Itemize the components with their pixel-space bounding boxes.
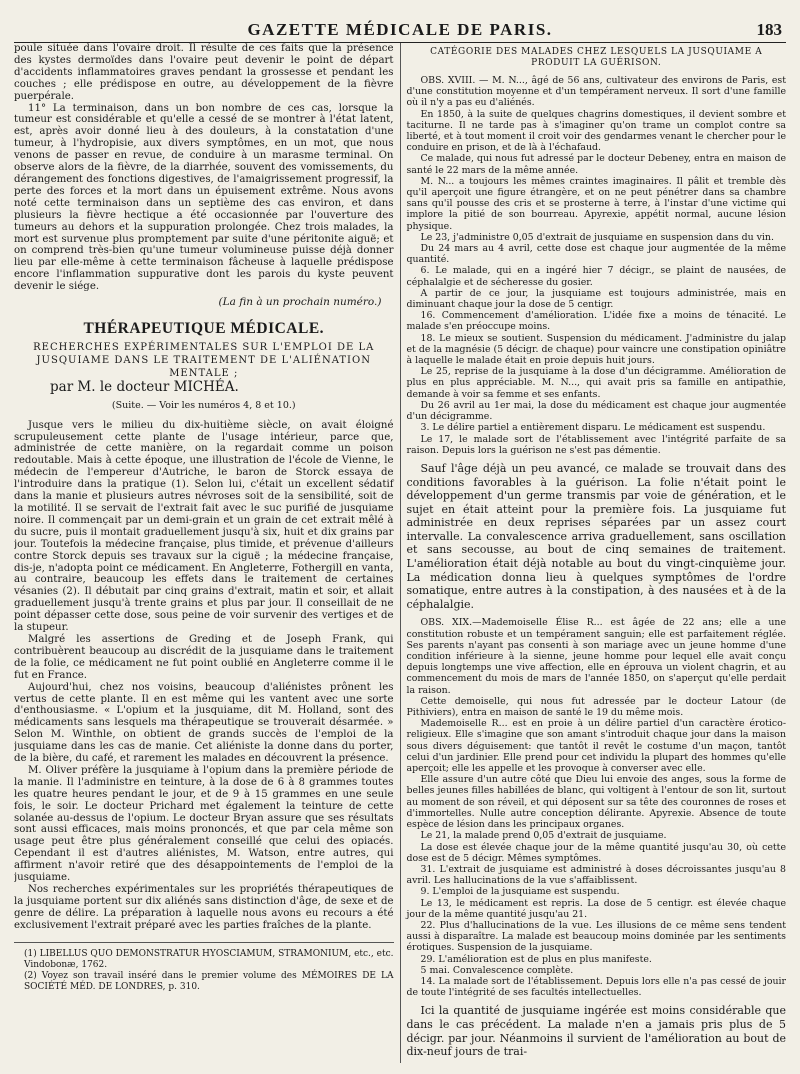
paragraph: Le 23, j'administre 0,05 d'extrait de jusquiame en suspension dans du vin. [420,231,774,243]
paragraph: 9. L'emploi de la jusquiame est suspendu. [420,886,620,898]
suite-note: (Suite. — Voir les numéros 4, 8 et 10.) [111,399,296,411]
paragraph: M. Oliver préfère la jusquiame à l'opium dans la première période de la manie. Il l'administre en teinture, à la dose de 6 à 8 grammes toutes les quatre heures pendant le jour, et de 9 à 15 grammes en une seule fois, le soir. Le docteur Prichard met également la teinture de cette solanée au-dessus de l'opium. Le docteur Bryan assure que ses résultats sont aussi efficaces, mais moins prononcés, et que par cela même son usage peut être plus généralement conseillé que celui des opiacés. Cependant il est d'autres aliénistes, M. Watson, entre autres, qui affirment n'avoir retiré que des désappointements de l'emploi de la jusquiame. [14,764,394,884]
paragraph: 14. La malade sort de l'établissement. Depuis lors elle n'a pas cessé de jouir de toute l'intégrité de ses facultés intellectuelles. [406,975,786,999]
paragraph: 18. Le mieux se soutient. Suspension du médicament. J'administre du jalap et de la magnésie (5 décigr. de chaque) pour vaincre une constipation opiniâtre à laquelle le malade était en proie depuis huit jours. [406,332,786,367]
paragraph: Jusque vers le milieu du dix-huitième siècle, on avait éloigné scrupuleusement cette plante de l'usage intérieur, parce que, administrée de cette manière, on la regardait comme un poison redoutable. Mais à cette époque, une illustration de l'école de Vienne, le médecin de l'empereur d'Autriche, le baron de Storck essaya de l'introduire dans la pratique (1). Selon lui, c'était un excellent sédatif dans la manie et plusieurs autres névroses soit de la sensibilité, soit de la motilité. Il se servait de l'extrait fait avec le suc purifié de jusquiame noire. Il commençait par un demi-grain et un grain de cet extrait mêlé à du sucre, puis il montait graduellement jusqu'à six, huit et dix grains par jour. Toutefois la médecine française, plus timide, et prévenue d'ailleurs contre Storck depuis ses travaux sur la ciguë ; la médecine française, dis-je, n'adopta point ce médicament. En Angleterre, Fothergill en vanta, au contraire, beaucoup les effets dans le traitement de certaines vésanies (2). Il débutait par cinq grains d'extrait, matin et soir, et allait graduellement jusqu'à trente grains et plus par jour. Il conseillait de ne point dépasser cette dose, sous peine de voir survenir des vertiges et de la stupeur. [14,419,394,634]
paragraph: Malgré les assertions de Greding et de Joseph Frank, qui contribuèrent beaucoup au discrédit de la jusquiame dans le traitement de la folie, ce médicament ne fut point oublié en Angleterre comme il le fut en France. [14,633,394,681]
page-header [14,6,786,43]
paragraph: Nos recherches expérimentales sur les propriétés thérapeutiques de la jusquiame portent sur dix aliénés sans distinction d'âge, de sexe et de genre de délire. La préparation à laquelle nous avons eu recours a été exclusivement l'extrait préparé avec les parties fraîches de la plante. [14,884,394,931]
footnotes [14,942,394,993]
paragraph: Du 26 avril au 1er mai, la dose du médicament est chaque jour augmentée d'un décigramme. [406,399,786,423]
paragraph: La dose est élevée chaque jour de la même quantité jusqu'au 30, où cette dose est de 5 décigr. Mêmes symptômes. [406,841,786,864]
paragraph: Aujourd'hui, chez nos voisins, beaucoup d'aliénistes prônent les vertus de cette plante. Il en est même qui les vantent avec une sorte d'enthousiasme. « L'opium et la jusquiame, dit M. Holland, sont des médicaments sans lesquels ma thérapeutique se trouverait désarmée. » Selon M. Winthle, on obtient de grands succès de l'emploi de la jusquiame dans les cas de manie. Cet aliéniste la donne dans du porter, de la bière, du café, et rarement les malades en découvrent la présence. [14,681,394,765]
paragraph: A partir de ce jour, la jusquiame est toujours administrée, mais en diminuant chaque jour la dose de 5 centigr. [406,287,786,311]
paragraph: 29. L'amélioration est de plus en plus manifeste. [420,953,652,965]
article-author: par M. le docteur MICHÉA. [50,378,239,395]
paragraph: En 1850, à la suite de quelques chagrins domestiques, il devient sombre et taciturne. Il ne tarde pas à s'imaginer qu'on trame un complot contre sa liberté, et à tout moment il croit voir des gendarmes venant le chercher pour le conduire en prison, et de là à l'échafaud. [406,108,786,154]
footnote: (2) Voyez son travail inséré dans le premier volume des MÉMOIRES DE LA SOCIÉTÉ MÉD. DE LONDRES, p. 310. [24,970,394,992]
paragraph: Elle assure d'un autre côté que Dieu lui envoie des anges, sous la forme de belles jeunes filles habillées de blanc, qui voltigent à l'entour de son lit, surtout au moment de son réveil, et qui déposent sur sa tête des couronnes de roses et d'immortelles. Nulle autre conception délirante. Apyrexie. Absence de toute espèce de lésion dans les principaux organes. [406,774,786,831]
paragraph: Cette demoiselle, qui nous fut adressée par le docteur Latour (de Pithiviers), entra en maison de santé le 19 du même mois. [406,695,786,719]
paragraph: M. N... a toujours les mêmes craintes imaginaires. Il pâlit et tremble dès qu'il aperçoit une figure étrangère, et on ne peut pénétrer dans sa chambre sans qu'il pousse des cris et se prosterne à terre, à l'instar d'une victime qui implore la pitié de son bourreau. Apyrexie, appétit normal, aucune lésion physique. [406,175,786,232]
paragraph: Le 17, le malade sort de l'établissement avec l'intégrité parfaite de sa raison. Depuis lors la guérison ne s'est pas démentie. [406,433,786,456]
section-title: THÉRAPEUTIQUE MÉDICALE. [83,319,325,337]
paragraph: poule située dans l'ovaire droit. Il résulte de ces faits que la présence des kystes dermoïdes dans l'ovaire peut devenir le point de départ d'accidents inflammatoires graves pendant la grossesse et pendant les couches ; elle prédispose en outre, au développement de la fièvre puerpérale. [14,43,394,102]
page-number: 183 [756,20,782,39]
newspaper-page [14,6,786,1068]
left-column [14,43,400,1063]
observation-19 [407,617,787,998]
observation-18 [407,75,787,456]
journal-title: GAZETTE MÉDICALE DE PARIS. [247,20,553,39]
article-title: RECHERCHES EXPÉRIMENTALES SUR L'EMPLOI DE LA JUSQUIAME DANS LE TRAITEMENT DE L'ALIÉNATION MENTALE ; [33,341,375,379]
category-heading: CATÉGORIE DES MALADES CHEZ LESQUELS LA JUSQUIAME A PRODUIT LA GUÉRISON. [430,47,763,68]
paragraph: 6. Le malade, qui en a ingéré hier 7 décigr., se plaint de nausées, de céphalalgie et de sécheresse du gosier. [406,265,786,288]
paragraph: Mademoiselle R... est en proie à un délire partiel d'un caractère érotico-religieux. Elle s'imagine que son amant s'introduit chaque jour dans la maison sous divers déguisement: que tantôt il revêt le costume d'un maçon, tantôt celui d'un jardinier. Elle prend pour cet individu la plupart des hommes qu'elle aperçoit; elle les appelle et les provoque à converser avec elle. [406,718,786,775]
columns [14,43,786,1063]
paragraph: 31. L'extrait de jusquiame est administré à doses décroissantes jusqu'au 8 avril. Les hallucinations de la vue s'affaiblissent. [406,863,786,887]
paragraph: Le 25, reprise de la jusquiame à la dose d'un décigramme. Amélioration de plus en plus appréciable. M. N..., qui avait pris sa famille en antipathie, demande à voir sa femme et ses enfants. [406,366,786,400]
paragraph: 16. Commencement d'amélioration. L'idée fixe a moins de ténacité. Le malade s'en préoccupe moins. [406,310,786,333]
paragraph: 22. Plus d'hallucinations de la vue. Les illusions de ce même sens tendent aussi à disparaître. La malade est beaucoup moins dominée par les sentiments érotiques. Suspension de la jusquiame. [406,919,786,954]
footnote: (1) LIBELLUS QUO DEMONSTRATUR HYOSCIAMUM, STRAMONIUM, etc., etc. Vindobonæ, 1762. [24,948,394,970]
paragraph: 3. Le délire partiel a entièrement disparu. Le médicament est suspendu. [420,422,766,434]
paragraph: Le 21, la malade prend 0,05 d'extrait de jusquiame. [420,830,667,842]
paragraph: Le 13, le médicament est repris. La dose de 5 centigr. est élevée chaque jour de la même quantité jusqu'au 21. [406,897,786,920]
commentary: Ici la quantité de jusquiame ingérée est moins considérable que dans le cas précédent. La malade n'en a jamais pris plus de 5 décigr. par jour. Néanmoins il survient de l'amélioration au bout de dix-neuf jours de trai- [406,1004,786,1059]
paragraph: Ce malade, qui nous fut adressé par le docteur Debeney, entra en maison de santé le 22 mars de la même année. [406,153,786,176]
right-column [400,43,787,1063]
paragraph: 5 mai. Convalescence complète. [420,964,574,976]
paragraph: OBS. XIX.—Mademoiselle Élise R... est âgée de 22 ans; elle a une constitution robuste et un tempérament sanguin; elle est parfaitement réglée. Ses parents n'ayant pas consenti à son mariage avec un jeune homme d'une condition inférieure à la sienne, jeune homme pour lequel elle avait conçu depuis longtemps une vive affection, elle en éprouva un violent chagrin, et au commencement du mois de mars de l'année 1850, on s'aperçut qu'elle perdait la raison. [406,617,786,696]
commentary: Sauf l'âge déjà un peu avancé, ce malade se trouvait dans des conditions favorables à la guérison. La folie n'était point le développement d'un germe transmis par voie de génération, et le sujet en était atteint pour la première fois. La jusquiame fut administrée en deux reprises séparées par un assez court intervalle. La convalescence arriva graduellement, sans oscillation et sans secousse, au bout de cinq semaines de traitement. L'amélioration était déjà notable au bout du vingt-cinquième jour. La médication donna lieu à quelques symptômes de l'ordre somatique, entre autres à la constipation, à des nausées et à de la céphalalgie. [406,461,786,611]
paragraph: Du 24 mars au 4 avril, cette dose est chaque jour augmentée de la même quantité. [406,243,786,266]
continuation-note: (La fin à un prochain numéro.) [218,296,382,309]
paragraph: 11° La terminaison, dans un bon nombre de ces cas, lorsque la tumeur est considérable et qu'elle a cessé de se montrer à l'état latent, est, après avoir donné lieu à des douleurs, à la constatation d'une tumeur, à l'hydropisie, aux divers symptômes, en un mot, que nous venons de passer en revue, de conduire à un marasme terminal. On observe alors de la fièvre, de la diarrhée, souvent des vomissements, du dérangement des fonctions digestives, de l'amaigrissement progressif, la perte des forces et la mort dans un épuisement extrême. Nous avons noté cette terminaison dans un septième des cas environ, et dans plusieurs la fièvre hectique a été occasionnée par l'ouverture des tumeurs au dehors et la suppuration prolongée. Chez trois malades, la mort est survenue plus promptement par suite d'une péritonite aiguë; et on comprend très-bien qu'une tumeur volumineuse puisse déjà donner lieu par elle-même à cette terminaison fâcheuse à laquelle prédispose encore l'inflammation suppurative dont les parois du kyste peuvent devenir le siége. [14,102,394,293]
paragraph: OBS. XVIII. — M. N..., âgé de 56 ans, cultivateur des environs de Paris, est d'une constitution moyenne et d'un tempérament nerveux. Il sort d'une famille où il n'y a pas eu d'aliénés. [406,75,786,109]
